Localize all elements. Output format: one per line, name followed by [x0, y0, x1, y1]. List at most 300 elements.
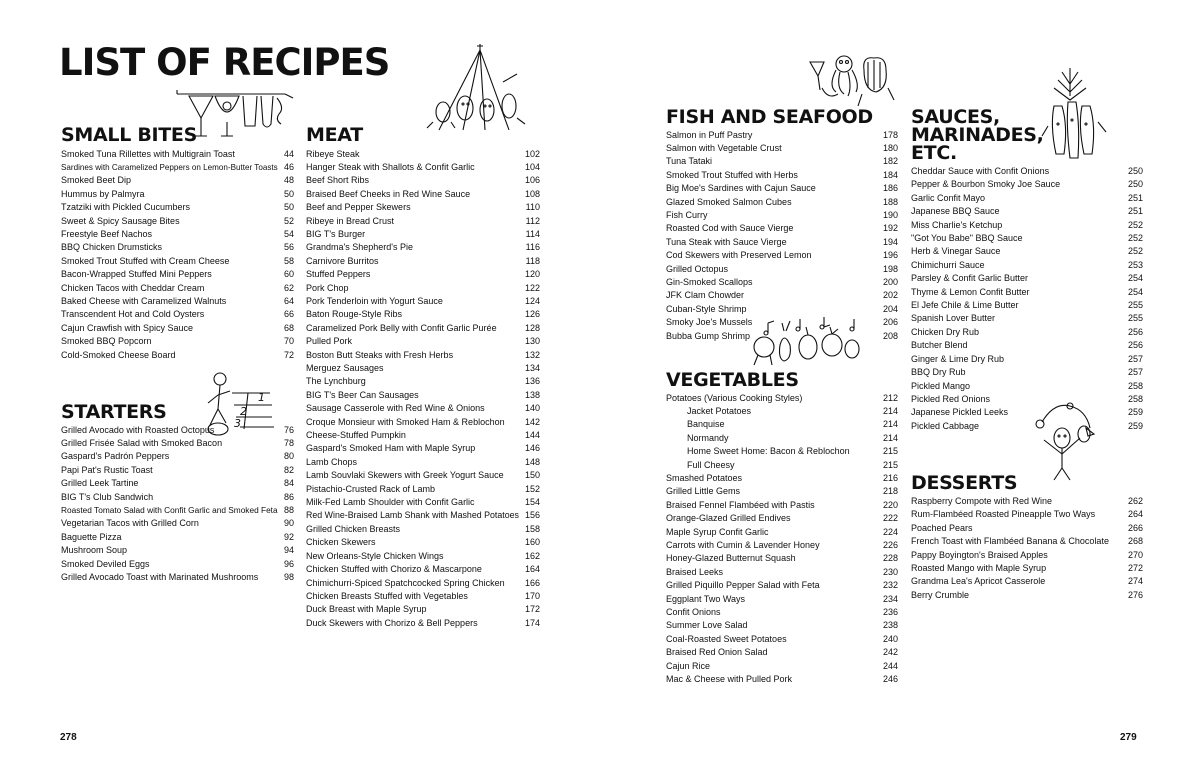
recipe-list-vegetables — [666, 392, 898, 687]
recipe-page-number: 106 — [524, 175, 540, 186]
recipe-list-fish — [666, 129, 898, 344]
recipe-name: Hummus by Palmyra — [61, 188, 145, 199]
recipe-entry — [61, 531, 294, 544]
recipe-name: Pickled Mango — [911, 380, 971, 391]
recipe-entry — [666, 660, 898, 673]
recipe-page-number: 160 — [524, 537, 540, 548]
recipe-page-number: 118 — [525, 255, 540, 266]
recipe-name: Smoked Trout Stuffed with Herbs — [666, 169, 798, 180]
recipe-name: BBQ Chicken Drumsticks — [61, 242, 163, 253]
recipe-name: Coal-Roasted Sweet Potatoes — [666, 633, 787, 644]
recipe-name: Smoky Joe's Mussels — [666, 317, 753, 328]
recipe-page-number: 258 — [1127, 393, 1143, 404]
recipe-name: Cold-Smoked Cheese Board — [61, 349, 176, 360]
section-heading-meat: MEAT — [306, 124, 363, 146]
recipe-name: Pepper & Bourbon Smoky Joe Sauce — [911, 179, 1061, 190]
recipe-name: Fish Curry — [666, 209, 708, 220]
recipe-page-number: 84 — [283, 478, 294, 489]
recipe-name: Grilled Avocado Toast with Marinated Mushrooms — [61, 571, 259, 582]
recipe-page-number: 138 — [524, 389, 540, 400]
recipe-entry — [911, 366, 1143, 379]
recipe-name: Cajun Rice — [666, 660, 711, 671]
recipe-page-number: 104 — [524, 161, 540, 172]
recipe-entry — [666, 552, 898, 565]
recipe-name: Caramelized Pork Belly with Confit Garlic Purée — [306, 322, 497, 333]
recipe-name: Baked Cheese with Caramelized Walnuts — [61, 295, 227, 306]
recipe-name: Normandy — [687, 432, 729, 443]
recipe-entry — [666, 209, 898, 222]
recipe-name: New Orleans-Style Chicken Wings — [306, 550, 444, 561]
recipe-entry — [306, 536, 540, 549]
recipe-page-number: 64 — [283, 295, 294, 306]
recipe-entry — [306, 375, 540, 388]
recipe-name: Smashed Potatoes — [666, 472, 743, 483]
recipe-name: Ginger & Lime Dry Rub — [911, 353, 1005, 364]
recipe-page-number: 58 — [283, 255, 294, 266]
recipe-entry — [911, 219, 1143, 232]
recipe-entry — [306, 215, 540, 228]
recipe-entry — [61, 268, 294, 281]
recipe-page-number: 232 — [882, 580, 898, 591]
recipe-name: Baguette Pizza — [61, 531, 122, 542]
recipe-page-number: 192 — [882, 223, 898, 234]
recipe-page-number: 92 — [283, 531, 294, 542]
recipe-name: Summer Love Salad — [666, 620, 748, 631]
recipe-entry — [306, 389, 540, 402]
recipe-name: Roasted Mango with Maple Syrup — [911, 563, 1047, 574]
recipe-name: Papi Pat's Rustic Toast — [61, 464, 153, 475]
recipe-name: BBQ Dry Rub — [911, 367, 966, 378]
recipe-name: Potatoes (Various Cooking Styles) — [666, 392, 803, 403]
recipe-name: Maple Syrup Confit Garlic — [666, 526, 769, 537]
recipe-entry — [666, 263, 898, 276]
recipe-entry — [666, 633, 898, 646]
recipe-page-number: 252 — [1127, 246, 1143, 257]
recipe-page-number: 152 — [524, 483, 540, 494]
recipe-entry — [306, 496, 540, 509]
recipe-page-number: 80 — [283, 451, 294, 462]
recipe-name: Smoked Beet Dip — [61, 175, 132, 186]
recipe-name: Grilled Leek Tartine — [61, 478, 139, 489]
recipe-entry — [911, 339, 1143, 352]
page-title: LIST OF RECIPES — [59, 41, 390, 84]
recipe-page-number: 253 — [1127, 259, 1143, 270]
recipe-name: Big Moe's Sardines with Cajun Sauce — [666, 183, 816, 194]
recipe-name: Chimichurri-Spiced Spatchcocked Spring Chicken — [306, 577, 505, 588]
recipe-entry — [306, 255, 540, 268]
recipe-name: Bacon-Wrapped Stuffed Mini Peppers — [61, 269, 212, 280]
recipe-entry — [306, 362, 540, 375]
recipe-page-number: 122 — [524, 282, 540, 293]
recipe-name: Grandma Lea's Apricot Casserole — [911, 576, 1046, 587]
recipe-entry — [911, 312, 1143, 325]
recipe-entry — [306, 228, 540, 241]
recipe-entry — [61, 295, 294, 308]
recipe-page-number: 222 — [882, 513, 898, 524]
recipe-name: Roasted Cod with Sauce Vierge — [666, 223, 794, 234]
recipe-page-number: 236 — [882, 607, 898, 617]
recipe-name: BIG T's Burger — [306, 228, 366, 239]
recipe-page-number: 251 — [1127, 206, 1143, 217]
recipe-name: Jacket Potatoes — [687, 405, 752, 416]
recipe-name: Red Wine-Braised Lamb Shank with Mashed Potatoes — [306, 510, 519, 521]
recipe-page-number: 258 — [1127, 380, 1143, 391]
recipe-entry — [61, 477, 294, 490]
recipe-entry — [306, 456, 540, 469]
recipe-page-number: 114 — [525, 228, 540, 239]
recipe-name: Smoked Tuna Rillettes with Multigrain Toast — [61, 148, 235, 159]
recipe-name: Braised Leeks — [666, 566, 724, 577]
recipe-entry — [666, 499, 898, 512]
recipe-entry — [911, 353, 1143, 366]
recipe-entry — [61, 201, 294, 214]
recipe-entry — [306, 174, 540, 187]
recipe-name: Vegetarian Tacos with Grilled Corn — [61, 518, 199, 529]
recipe-name: Grilled Avocado with Roasted Octopus — [61, 424, 215, 435]
recipe-name: Home Sweet Home: Bacon & Reblochon — [687, 446, 850, 457]
recipe-entry — [61, 504, 294, 517]
recipe-entry — [306, 161, 540, 174]
section-heading-starters: STARTERS — [61, 401, 167, 423]
recipe-name: Chicken Tacos with Cheddar Cream — [61, 282, 205, 293]
recipe-list-meat — [306, 148, 540, 631]
juggler-icon — [1030, 402, 1100, 482]
recipe-entry — [306, 523, 540, 536]
recipe-entry — [61, 571, 294, 584]
recipe-name: Japanese Pickled Leeks — [911, 407, 1009, 418]
recipe-entry — [911, 232, 1143, 245]
section-heading-fish-and-seafood: FISH AND SEAFOOD — [666, 106, 873, 128]
recipe-page-number: 150 — [524, 470, 540, 481]
recipe-entry — [61, 255, 294, 268]
recipe-entry — [911, 299, 1143, 312]
recipe-entry — [911, 406, 1143, 419]
recipe-entry — [911, 495, 1143, 508]
recipe-name: Cajun Crawfish with Spicy Sauce — [61, 322, 194, 333]
recipe-page-number: 262 — [1127, 496, 1143, 506]
recipe-page-number: 250 — [1127, 166, 1143, 176]
recipe-entry — [911, 205, 1143, 218]
recipe-entry — [306, 349, 540, 362]
recipe-name: Tuna Tataki — [666, 156, 713, 167]
recipe-entry — [666, 619, 898, 632]
recipe-name: Pulled Pork — [306, 336, 353, 347]
recipe-page-number: 228 — [882, 553, 898, 564]
recipe-page-number: 166 — [524, 577, 540, 588]
recipe-entry — [911, 286, 1143, 299]
recipe-name: Grilled Little Gems — [666, 486, 741, 497]
recipe-page-number: 259 — [1127, 420, 1143, 431]
recipe-name: Smoked Trout Stuffed with Cream Cheese — [61, 255, 230, 266]
recipe-name: Braised Red Onion Salad — [666, 647, 768, 658]
recipe-name: Ribeye Steak — [306, 148, 360, 159]
recipe-name: Confit Onions — [666, 607, 721, 617]
recipe-name: Duck Skewers with Chorizo & Bell Peppers — [306, 617, 478, 628]
recipe-page-number: 66 — [283, 309, 294, 320]
recipe-name: Grilled Chicken Breasts — [306, 523, 401, 534]
recipe-page-number: 50 — [283, 202, 294, 213]
recipe-name: Hanger Steak with Shallots & Confit Garlic — [306, 161, 475, 172]
recipe-page-number: 244 — [882, 660, 898, 671]
recipe-entry — [666, 472, 898, 485]
recipe-page-number: 251 — [1127, 192, 1143, 203]
recipe-name: Mac & Cheese with Pulled Pork — [666, 674, 793, 685]
recipe-entry — [666, 512, 898, 525]
recipe-name: Chimichurri Sauce — [911, 259, 985, 270]
recipe-page-number: 246 — [882, 674, 898, 685]
recipe-entry — [61, 282, 294, 295]
recipe-page-number: 190 — [882, 209, 898, 220]
recipe-name: Croque Monsieur with Smoked Ham & Reblochon — [306, 416, 505, 427]
recipe-entry — [911, 420, 1143, 433]
recipe-name: Cod Skewers with Preserved Lemon — [666, 250, 812, 261]
recipe-page-number: 274 — [1127, 576, 1143, 587]
recipe-entry — [306, 416, 540, 429]
recipe-entry — [306, 402, 540, 415]
recipe-page-number: 206 — [882, 317, 898, 328]
recipe-entry — [666, 579, 898, 592]
recipe-entry — [306, 201, 540, 214]
skewer-characters-icon — [425, 42, 535, 137]
recipe-name: Pappy Boyington's Braised Apples — [911, 549, 1048, 560]
recipe-name: Carnivore Burritos — [306, 255, 379, 266]
recipe-name: Garlic Confit Mayo — [911, 192, 986, 203]
recipe-page-number: 184 — [882, 169, 898, 180]
recipe-entry — [61, 517, 294, 530]
recipe-name: Orange-Glazed Grilled Endives — [666, 513, 791, 524]
recipe-name: Grilled Frisée Salad with Smoked Bacon — [61, 437, 223, 448]
recipe-name: Transcendent Hot and Cold Oysters — [61, 309, 205, 320]
recipe-entry — [666, 222, 898, 235]
recipe-entry — [911, 326, 1143, 339]
recipe-page-number: 198 — [882, 263, 898, 274]
recipe-name: Herb & Vinegar Sauce — [911, 246, 1001, 257]
recipe-page-number: 174 — [524, 617, 540, 628]
recipe-entry — [61, 188, 294, 201]
recipe-entry — [306, 617, 540, 630]
recipe-entry — [911, 562, 1143, 575]
recipe-entry — [666, 405, 898, 418]
recipe-name: Roasted Tomato Salad with Confit Garlic and Smoked Feta — [61, 504, 278, 515]
svg-text:1: 1 — [258, 391, 265, 404]
recipe-page-number: 62 — [283, 282, 294, 293]
recipe-name: Freestyle Beef Nachos — [61, 228, 153, 239]
recipe-name: Gin-Smoked Scallops — [666, 276, 753, 287]
page-number-left: 278 — [60, 732, 77, 743]
recipe-page-number: 148 — [524, 456, 540, 467]
recipe-entry — [911, 259, 1143, 272]
recipe-page-number: 212 — [882, 392, 898, 403]
recipe-name: Thyme & Lemon Confit Butter — [911, 286, 1030, 297]
recipe-name: Poached Pears — [911, 522, 973, 533]
recipe-name: Tzatziki with Pickled Cucumbers — [61, 202, 191, 213]
recipe-page-number: 252 — [1127, 233, 1143, 244]
recipe-entry — [666, 236, 898, 249]
recipe-name: Raspberry Compote with Red Wine — [911, 496, 1053, 506]
recipe-page-number: 116 — [525, 242, 540, 253]
recipe-page-number: 56 — [283, 242, 294, 253]
recipe-page-number: 196 — [882, 250, 898, 261]
recipe-page-number: 60 — [283, 269, 294, 280]
recipe-page-number: 220 — [882, 499, 898, 510]
recipe-name: Butcher Blend — [911, 340, 968, 351]
recipe-name: Grilled Octopus — [666, 263, 729, 274]
recipe-page-number: 214 — [882, 432, 898, 443]
recipe-page-number: 194 — [882, 236, 898, 247]
recipe-entry — [911, 192, 1143, 205]
recipe-name: Chicken Skewers — [306, 537, 376, 548]
recipe-page-number: 240 — [882, 633, 898, 644]
recipe-entry — [666, 673, 898, 686]
recipe-entry — [306, 322, 540, 335]
recipe-page-number: 178 — [882, 129, 898, 140]
recipe-entry — [666, 459, 898, 472]
recipe-entry — [61, 464, 294, 477]
recipe-page-number: 264 — [1127, 509, 1143, 520]
grill-chef-icon — [200, 365, 275, 440]
recipe-name: Cuban-Style Shrimp — [666, 303, 747, 314]
recipe-page-number: 242 — [882, 647, 898, 658]
recipe-page-number: 86 — [283, 491, 294, 502]
recipe-page-number: 82 — [283, 464, 294, 475]
recipe-entry — [911, 589, 1143, 602]
recipe-name: El Jefe Chile & Lime Butter — [911, 300, 1019, 311]
recipe-entry — [306, 429, 540, 442]
recipe-page-number: 182 — [882, 156, 898, 167]
recipe-entry — [306, 509, 540, 522]
recipe-page-number: 102 — [524, 148, 540, 159]
recipe-page-number: 78 — [283, 437, 294, 448]
recipe-entry — [666, 445, 898, 458]
recipe-page-number: 156 — [524, 510, 540, 521]
recipe-entry — [911, 508, 1143, 521]
recipe-entry — [61, 558, 294, 571]
recipe-name: Beef Short Ribs — [306, 175, 370, 186]
recipe-name: Grilled Piquillo Pepper Salad with Feta — [666, 580, 820, 591]
recipe-entry — [911, 535, 1143, 548]
recipe-name: Lamb Chops — [306, 456, 358, 467]
recipe-page-number: 48 — [283, 175, 294, 186]
recipe-page-number: 214 — [882, 405, 898, 416]
vegetable-characters-icon — [750, 315, 865, 370]
recipe-page-number: 130 — [524, 336, 540, 347]
recipe-page-number: 252 — [1127, 219, 1143, 230]
recipe-entry — [306, 469, 540, 482]
recipe-page-number: 126 — [524, 309, 540, 320]
recipe-entry — [306, 282, 540, 295]
recipe-name: Gaspard's Smoked Ham with Maple Syrup — [306, 443, 476, 454]
recipe-name: Smoked BBQ Popcorn — [61, 336, 152, 347]
recipe-entry — [911, 522, 1143, 535]
recipe-name: Grandma's Shepherd's Pie — [306, 242, 413, 253]
recipe-entry — [666, 155, 898, 168]
recipe-name: Eggplant Two Ways — [666, 593, 746, 604]
recipe-entry — [61, 308, 294, 321]
recipe-entry — [306, 335, 540, 348]
recipe-name: Bubba Gump Shrimp — [666, 330, 751, 341]
recipe-entry — [61, 241, 294, 254]
recipe-name: The Lynchburg — [306, 376, 366, 387]
recipe-entry — [666, 566, 898, 579]
recipe-page-number: 140 — [524, 403, 540, 414]
recipe-page-number: 208 — [882, 330, 898, 341]
recipe-entry — [61, 491, 294, 504]
recipe-name: Miss Charlie's Ketchup — [911, 219, 1003, 230]
recipe-entry — [306, 577, 540, 590]
recipe-entry — [306, 148, 540, 161]
recipe-name: Pork Chop — [306, 282, 349, 293]
recipe-entry — [306, 590, 540, 603]
recipe-name: Lamb Souvlaki Skewers with Greek Yogurt Sauce — [306, 470, 504, 481]
recipe-page-number: 110 — [525, 202, 540, 213]
recipe-entry — [61, 450, 294, 463]
recipe-entry — [306, 603, 540, 616]
recipe-page-number: 68 — [283, 322, 294, 333]
recipe-entry — [666, 526, 898, 539]
recipe-name: Rum-Flambéed Roasted Pineapple Two Ways — [911, 509, 1096, 520]
recipe-page-number: 218 — [882, 486, 898, 497]
recipe-page-number: 88 — [283, 504, 294, 515]
recipe-page-number: 254 — [1127, 286, 1143, 297]
recipe-page-number: 46 — [283, 161, 294, 172]
recipe-entry — [911, 575, 1143, 588]
recipe-name: French Toast with Flambéed Banana & Chocolate — [911, 536, 1109, 547]
recipe-entry — [911, 245, 1143, 258]
recipe-name: Pistachio-Crusted Rack of Lamb — [306, 483, 436, 494]
recipe-name: Honey-Glazed Butternut Squash — [666, 553, 796, 564]
recipe-page-number: 257 — [1127, 367, 1143, 378]
recipe-page-number: 158 — [524, 523, 540, 534]
svg-text:2: 2 — [240, 405, 247, 418]
recipe-page-number: 142 — [524, 416, 540, 427]
recipe-entry — [666, 249, 898, 262]
recipe-page-number: 202 — [882, 290, 898, 301]
recipe-page-number: 98 — [283, 571, 294, 582]
recipe-name: Baton Rouge-Style Ribs — [306, 309, 403, 320]
recipe-page-number: 128 — [524, 322, 540, 333]
recipe-page-number: 255 — [1127, 300, 1143, 311]
recipe-entry — [61, 349, 294, 362]
recipe-entry — [61, 228, 294, 241]
recipe-page-number: 256 — [1127, 326, 1143, 337]
recipe-entry — [61, 161, 294, 174]
recipe-entry — [306, 550, 540, 563]
recipe-name: Sweet & Spicy Sausage Bites — [61, 215, 180, 226]
section-heading-sauces: SAUCES, MARINADES, ETC. — [911, 106, 1044, 164]
recipe-page-number: 76 — [283, 424, 294, 435]
recipe-name: Beef and Pepper Skewers — [306, 202, 411, 213]
recipe-name: Sardines with Caramelized Peppers on Lemon-Butter Toasts — [61, 162, 278, 172]
recipe-name: Chicken Stuffed with Chorizo & Mascarpone — [306, 564, 482, 575]
recipe-page-number: 50 — [283, 188, 294, 199]
recipe-name: Pickled Red Onions — [911, 393, 991, 404]
recipe-page-number: 188 — [882, 196, 898, 207]
recipe-name: Stuffed Peppers — [306, 269, 371, 280]
recipe-entry — [61, 335, 294, 348]
recipe-page-number: 215 — [882, 459, 898, 470]
recipe-entry — [61, 148, 294, 161]
recipe-name: Boston Butt Steaks with Fresh Herbs — [306, 349, 454, 360]
recipe-page-number: 204 — [882, 303, 898, 314]
recipe-name: Salmon with Vegetable Crust — [666, 142, 782, 153]
recipe-entry — [306, 308, 540, 321]
recipe-entry — [61, 322, 294, 335]
recipe-entry — [666, 169, 898, 182]
recipe-name: Spanish Lover Butter — [911, 313, 996, 324]
svg-text:3: 3 — [234, 417, 241, 430]
recipe-name: Gaspard's Padrón Peppers — [61, 451, 170, 462]
recipe-page-number: 172 — [524, 604, 540, 615]
